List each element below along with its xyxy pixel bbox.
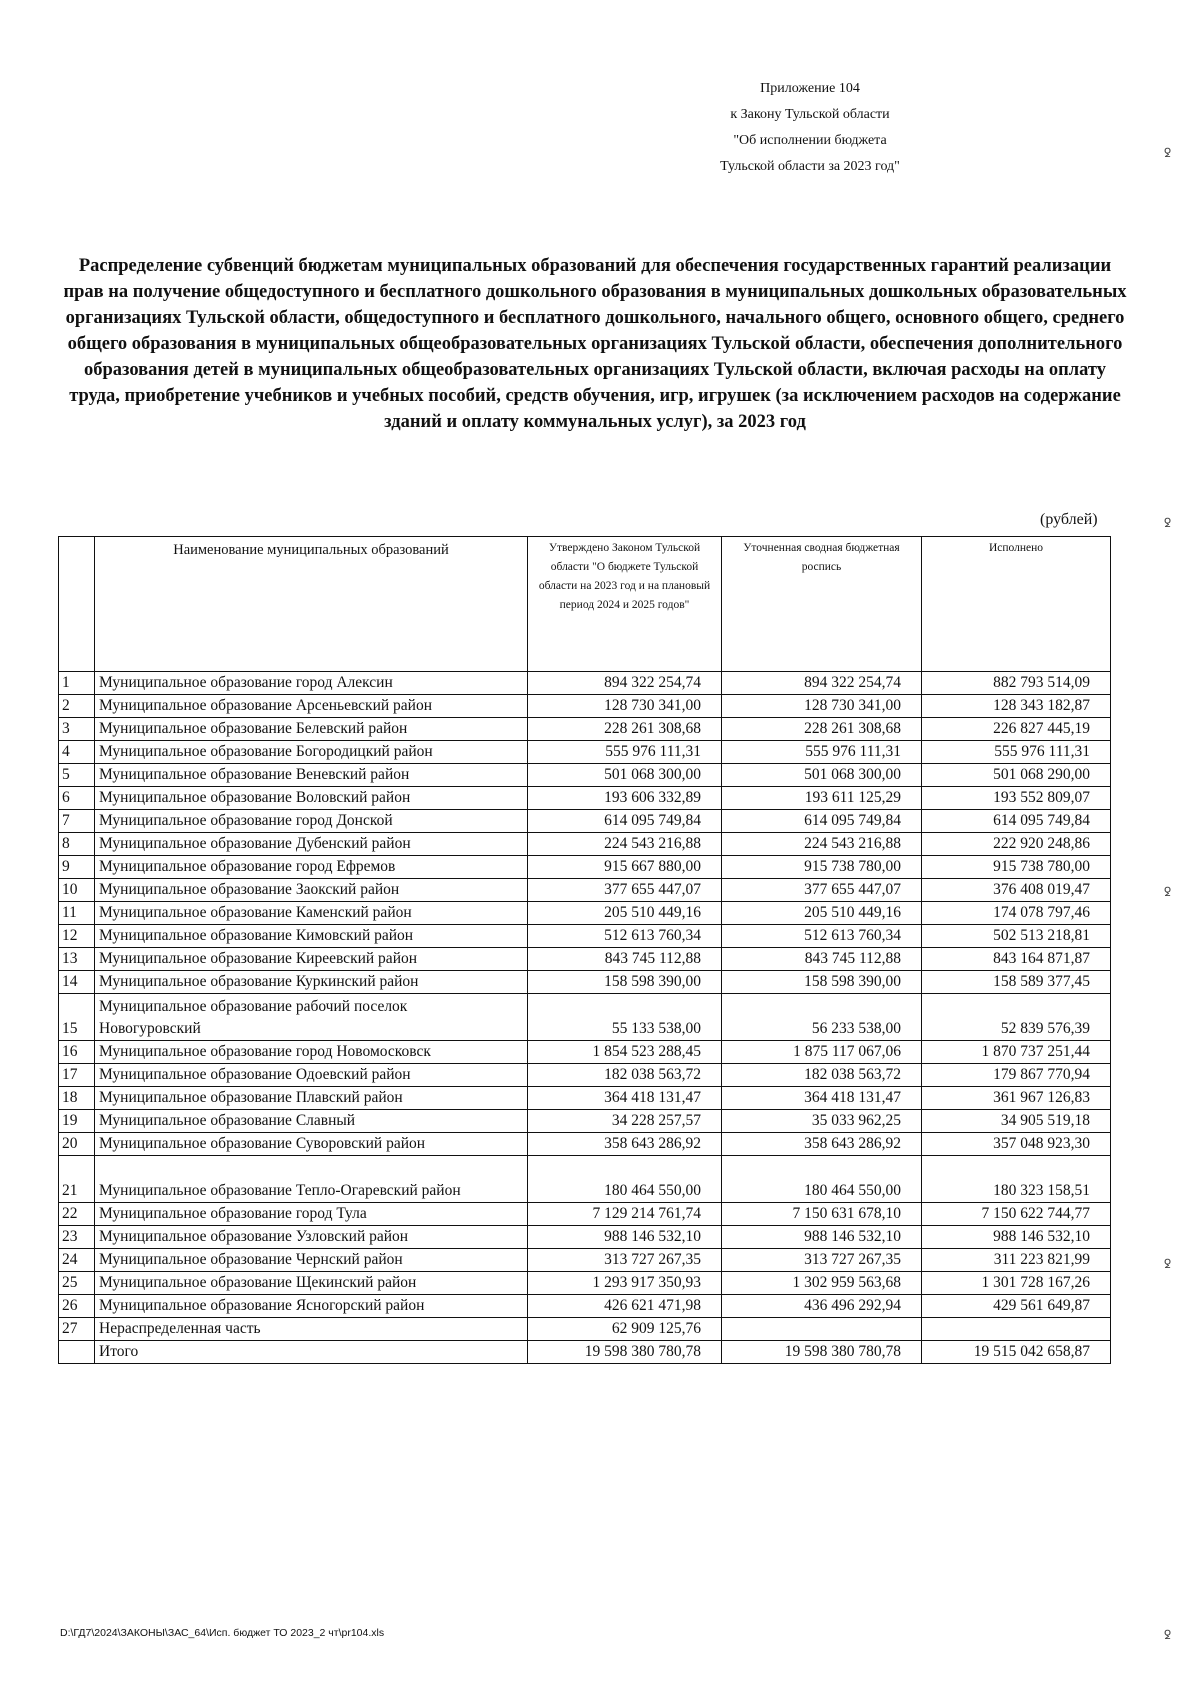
municipality-name (95, 994, 528, 1041)
executed-amount: 193 552 809,07 (922, 787, 1111, 810)
municipality-name: Муниципальное образование Заокский район (95, 879, 528, 902)
refined-amount: 501 068 300,00 (722, 764, 922, 787)
municipality-name: Муниципальное образование Славный (95, 1110, 528, 1133)
table-row (59, 1272, 1111, 1295)
approved-amount: 224 543 216,88 (528, 833, 722, 856)
table-row (59, 925, 1111, 948)
table-row (59, 971, 1111, 994)
table-row (59, 1203, 1111, 1226)
executed-amount: 915 738 780,00 (922, 856, 1111, 879)
approved-amount: 501 068 300,00 (528, 764, 722, 787)
side-mark: ꝿ (1164, 1257, 1172, 1271)
row-number: 13 (59, 948, 95, 971)
table-header-row (59, 537, 1111, 672)
refined-amount: 128 730 341,00 (722, 695, 922, 718)
executed-amount: 357 048 923,30 (922, 1133, 1111, 1156)
approved-amount: 894 322 254,74 (528, 672, 722, 695)
row-number: 26 (59, 1295, 95, 1318)
municipality-name: Нераспределенная часть (95, 1318, 528, 1341)
executed-amount: 311 223 821,99 (922, 1249, 1111, 1272)
executed-amount: 614 095 749,84 (922, 810, 1111, 833)
executed-amount: 174 078 797,46 (922, 902, 1111, 925)
refined-amount (722, 1318, 922, 1341)
approved-amount: 193 606 332,89 (528, 787, 722, 810)
municipality-name: Муниципальное образование город Алексин (95, 672, 528, 695)
approved-amount: 843 745 112,88 (528, 948, 722, 971)
approved-amount: 180 464 550,00 (528, 1156, 722, 1203)
header-executed: Исполнено (922, 537, 1111, 672)
municipality-name: Муниципальное образование город Новомосковск (95, 1041, 528, 1064)
row-number: 8 (59, 833, 95, 856)
refined-amount: 915 738 780,00 (722, 856, 922, 879)
refined-amount: 228 261 308,68 (722, 718, 922, 741)
municipality-name: Муниципальное образование Белевский район (95, 718, 528, 741)
approved-amount: 228 261 308,68 (528, 718, 722, 741)
table-row (59, 902, 1111, 925)
approved-amount: 426 621 471,98 (528, 1295, 722, 1318)
table-row (59, 879, 1111, 902)
executed-amount: 988 146 532,10 (922, 1226, 1111, 1249)
approved-amount: 988 146 532,10 (528, 1226, 722, 1249)
table-row (59, 718, 1111, 741)
table-row (59, 1087, 1111, 1110)
executed-amount: 222 920 248,86 (922, 833, 1111, 856)
refined-amount: 377 655 447,07 (722, 879, 922, 902)
executed-amount: 158 589 377,45 (922, 971, 1111, 994)
table-row (59, 1156, 1111, 1203)
row-number: 16 (59, 1041, 95, 1064)
document-title: Распределение субвенций бюджетам муниципальных образований для обеспечения государственных гарантий реализации прав на получение общедоступного и бесплатного дошкольного образования в муниципальных дошкольных образовательных организациях Тульской области, общедоступного и бесплатного дошкольного, начального общего, основного общего, среднего общего образования в муниципальных общеобразовательных организациях Тульской области, обеспечения дополнительного образования детей в муниципальных общеобразовательных организациях Тульской области, включая расходы на оплату труда, приобретение учебников и учебных пособий, средств обучения, игр, игрушек (за исключением расходов на содержание зданий и оплату коммунальных услуг), за 2023 год (63, 256, 1127, 432)
row-number: 21 (59, 1156, 95, 1203)
row-number: 7 (59, 810, 95, 833)
refined-amount: 56 233 538,00 (722, 994, 922, 1041)
approved-amount: 62 909 125,76 (528, 1318, 722, 1341)
executed-amount: 179 867 770,94 (922, 1064, 1111, 1087)
side-mark: ꝿ (1164, 146, 1172, 160)
total-number-cell (59, 1341, 95, 1364)
row-number: 11 (59, 902, 95, 925)
row-number: 25 (59, 1272, 95, 1295)
refined-amount: 313 727 267,35 (722, 1249, 922, 1272)
row-number: 15 (59, 994, 95, 1041)
approved-amount: 364 418 131,47 (528, 1087, 722, 1110)
table-row (59, 695, 1111, 718)
header-name: Наименование муниципальных образований (95, 537, 528, 672)
refined-amount: 894 322 254,74 (722, 672, 922, 695)
municipality-name: Муниципальное образование Богородицкий район (95, 741, 528, 764)
total-refined-amount: 19 598 380 780,78 (722, 1341, 922, 1364)
refined-amount: 7 150 631 678,10 (722, 1203, 922, 1226)
total-executed-amount: 19 515 042 658,87 (922, 1341, 1111, 1364)
executed-amount: 128 343 182,87 (922, 695, 1111, 718)
header-number (59, 537, 95, 672)
executed-amount: 555 976 111,31 (922, 741, 1111, 764)
municipality-name: Муниципальное образование Куркинский район (95, 971, 528, 994)
refined-amount: 205 510 449,16 (722, 902, 922, 925)
refined-amount: 1 302 959 563,68 (722, 1272, 922, 1295)
row-number: 23 (59, 1226, 95, 1249)
municipality-name: Муниципальное образование Суворовский район (95, 1133, 528, 1156)
approved-amount: 915 667 880,00 (528, 856, 722, 879)
executed-amount: 361 967 126,83 (922, 1087, 1111, 1110)
municipality-name: Муниципальное образование город Ефремов (95, 856, 528, 879)
row-number: 12 (59, 925, 95, 948)
refined-amount: 35 033 962,25 (722, 1110, 922, 1133)
executed-amount: 376 408 019,47 (922, 879, 1111, 902)
refined-amount: 182 038 563,72 (722, 1064, 922, 1087)
refined-amount: 436 496 292,94 (722, 1295, 922, 1318)
approved-amount: 614 095 749,84 (528, 810, 722, 833)
municipality-name: Муниципальное образование Щекинский район (95, 1272, 528, 1295)
row-number: 18 (59, 1087, 95, 1110)
file-path-footer: D:\ГД7\2024\ЗАКОНЫ\ЗАС_64\Исп. бюджет ТО 2023_2 чт\pr104.xls (60, 1627, 385, 1639)
municipality-name: Муниципальное образование Тепло-Огаревский район (95, 1156, 528, 1203)
municipality-name: Муниципальное образование Воловский район (95, 787, 528, 810)
approved-amount: 512 613 760,34 (528, 925, 722, 948)
row-number: 24 (59, 1249, 95, 1272)
table-row (59, 856, 1111, 879)
approved-amount: 1 854 523 288,45 (528, 1041, 722, 1064)
municipality-name: Муниципальное образование Одоевский район (95, 1064, 528, 1087)
row-number: 10 (59, 879, 95, 902)
row-number: 6 (59, 787, 95, 810)
table-row (59, 1110, 1111, 1133)
municipality-name: Муниципальное образование Чернский район (95, 1249, 528, 1272)
table-row (59, 994, 1111, 1041)
refined-amount: 1 875 117 067,06 (722, 1041, 922, 1064)
executed-amount: 843 164 871,87 (922, 948, 1111, 971)
executed-amount (922, 1318, 1111, 1341)
refined-amount: 614 095 749,84 (722, 810, 922, 833)
unit-label: (рублей) (1040, 511, 1098, 528)
row-number: 17 (59, 1064, 95, 1087)
refined-amount: 843 745 112,88 (722, 948, 922, 971)
budget-table (58, 536, 1111, 1364)
municipality-name: Муниципальное образование Веневский район (95, 764, 528, 787)
table-row (59, 1041, 1111, 1064)
municipality-name-line-2: Новогуровский (99, 1020, 201, 1037)
municipality-name: Муниципальное образование Каменский район (95, 902, 528, 925)
executed-amount: 180 323 158,51 (922, 1156, 1111, 1203)
executed-amount: 7 150 622 744,77 (922, 1203, 1111, 1226)
refined-amount: 224 543 216,88 (722, 833, 922, 856)
side-mark: ꝿ (1164, 885, 1172, 899)
approved-amount: 158 598 390,00 (528, 971, 722, 994)
municipality-name: Муниципальное образование Кимовский район (95, 925, 528, 948)
refined-amount: 158 598 390,00 (722, 971, 922, 994)
executed-amount: 1 870 737 251,44 (922, 1041, 1111, 1064)
approved-amount: 358 643 286,92 (528, 1133, 722, 1156)
table-row (59, 764, 1111, 787)
municipality-name: Муниципальное образование город Тула (95, 1203, 528, 1226)
appendix-line-3: "Об исполнении бюджета (733, 133, 887, 148)
municipality-name: Муниципальное образование Арсеньевский район (95, 695, 528, 718)
refined-amount: 364 418 131,47 (722, 1087, 922, 1110)
table-row (59, 833, 1111, 856)
row-number: 4 (59, 741, 95, 764)
appendix-line-4: Тульской области за 2023 год" (720, 159, 900, 174)
row-number: 19 (59, 1110, 95, 1133)
approved-amount: 1 293 917 350,93 (528, 1272, 722, 1295)
row-number: 3 (59, 718, 95, 741)
refined-amount: 193 611 125,29 (722, 787, 922, 810)
table-row (59, 741, 1111, 764)
table-row (59, 810, 1111, 833)
table-body (59, 672, 1111, 1364)
refined-amount: 180 464 550,00 (722, 1156, 922, 1203)
total-row (59, 1341, 1111, 1364)
row-number: 1 (59, 672, 95, 695)
municipality-name: Муниципальное образование Плавский район (95, 1087, 528, 1110)
appendix-header (690, 76, 930, 180)
table-row (59, 1249, 1111, 1272)
appendix-line-2: к Закону Тульской области (730, 107, 890, 122)
municipality-name: Муниципальное образование Киреевский район (95, 948, 528, 971)
approved-amount: 128 730 341,00 (528, 695, 722, 718)
side-mark: ꝿ (1164, 1628, 1172, 1642)
refined-amount: 555 976 111,31 (722, 741, 922, 764)
approved-amount: 313 727 267,35 (528, 1249, 722, 1272)
approved-amount: 55 133 538,00 (528, 994, 722, 1041)
municipality-name: Муниципальное образование Дубенский район (95, 833, 528, 856)
refined-amount: 512 613 760,34 (722, 925, 922, 948)
executed-amount: 34 905 519,18 (922, 1110, 1111, 1133)
municipality-name: Муниципальное образование Узловский район (95, 1226, 528, 1249)
approved-amount: 7 129 214 761,74 (528, 1203, 722, 1226)
row-number: 20 (59, 1133, 95, 1156)
row-number: 22 (59, 1203, 95, 1226)
row-number: 27 (59, 1318, 95, 1341)
table-row (59, 787, 1111, 810)
executed-amount: 882 793 514,09 (922, 672, 1111, 695)
row-number: 5 (59, 764, 95, 787)
executed-amount: 226 827 445,19 (922, 718, 1111, 741)
row-number: 9 (59, 856, 95, 879)
refined-amount: 988 146 532,10 (722, 1226, 922, 1249)
municipality-name: Муниципальное образование Ясногорский район (95, 1295, 528, 1318)
executed-amount: 501 068 290,00 (922, 764, 1111, 787)
appendix-line-1: Приложение 104 (760, 81, 860, 96)
approved-amount: 377 655 447,07 (528, 879, 722, 902)
table-row (59, 1295, 1111, 1318)
executed-amount: 1 301 728 167,26 (922, 1272, 1111, 1295)
table-row (59, 1064, 1111, 1087)
refined-amount: 358 643 286,92 (722, 1133, 922, 1156)
header-refined: Уточненная сводная бюджетная роспись (722, 537, 922, 672)
header-approved: Утверждено Законом Тульской области "О бюджете Тульской области на 2023 год и на плановый период 2024 и 2025 годов" (528, 537, 722, 672)
table-row (59, 1226, 1111, 1249)
executed-amount: 429 561 649,87 (922, 1295, 1111, 1318)
municipality-name-line-1: Муниципальное образование рабочий поселок (99, 998, 408, 1015)
executed-amount: 52 839 576,39 (922, 994, 1111, 1041)
table-row (59, 672, 1111, 695)
row-number: 2 (59, 695, 95, 718)
row-number: 14 (59, 971, 95, 994)
total-label: Итого (95, 1341, 528, 1364)
table-row (59, 948, 1111, 971)
table-row (59, 1133, 1111, 1156)
approved-amount: 205 510 449,16 (528, 902, 722, 925)
table-row (59, 1318, 1111, 1341)
side-mark: ꝿ (1164, 516, 1172, 530)
executed-amount: 502 513 218,81 (922, 925, 1111, 948)
total-approved-amount: 19 598 380 780,78 (528, 1341, 722, 1364)
municipality-name: Муниципальное образование город Донской (95, 810, 528, 833)
approved-amount: 182 038 563,72 (528, 1064, 722, 1087)
approved-amount: 34 228 257,57 (528, 1110, 722, 1133)
approved-amount: 555 976 111,31 (528, 741, 722, 764)
